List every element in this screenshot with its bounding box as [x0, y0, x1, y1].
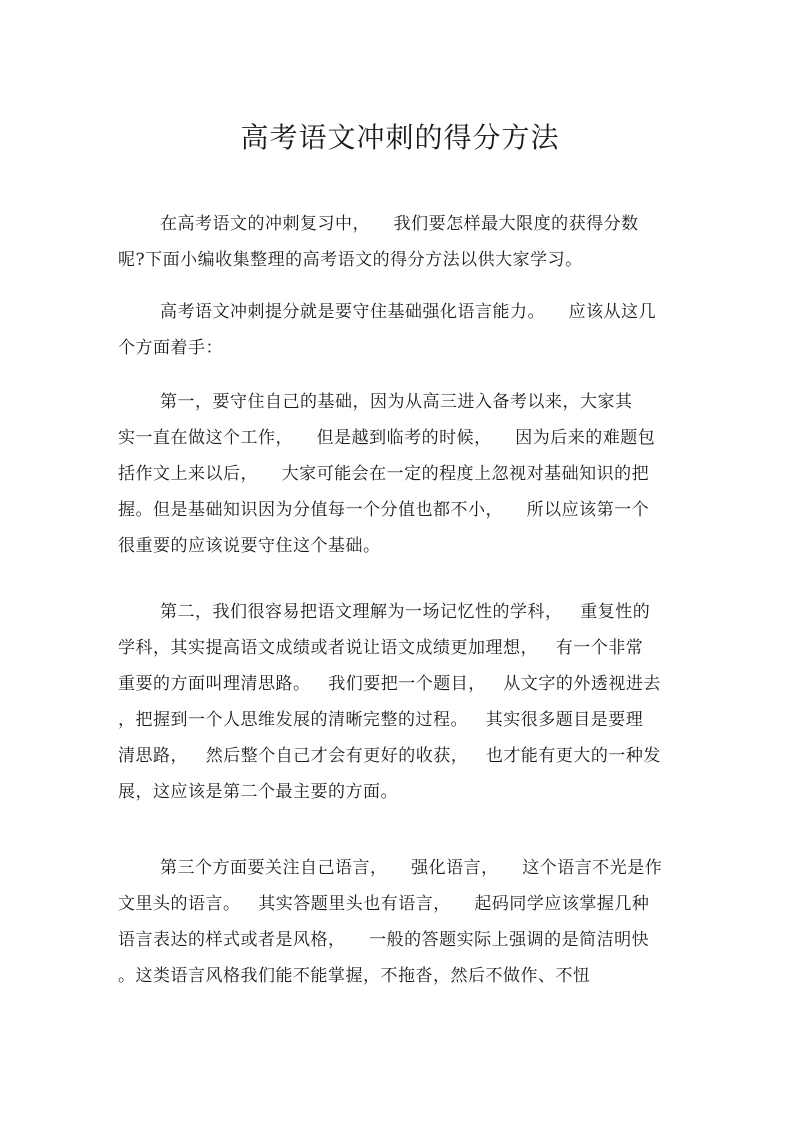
paragraph-second-point — [118, 594, 678, 810]
paragraph-line: 握。但是基础知识因为分值每一个分值也都不小， 所以应该第一个 — [118, 500, 650, 520]
paragraph-line: 很重要的应该说要守住这个基础。 — [118, 536, 381, 556]
paragraph-line: 。这类语言风格我们能不能掌握，不拖沓，然后不做作、不忸 — [118, 966, 591, 986]
paragraph-third-point — [118, 850, 678, 994]
paragraph-line: 实一直在做这个工作， 但是越到临考的时候， 因为后来的难题包 — [118, 428, 656, 448]
paragraph-first-point — [118, 384, 678, 564]
paragraph-overview — [118, 294, 678, 366]
paragraph-line: 第二，我们很容易把语文理解为一场记忆性的学科， 重复性的 — [160, 602, 651, 622]
document-title: 高考语文冲刺的得分方法 — [240, 121, 560, 154]
paragraph-line: 展，这应该是第二个最主要的方面。 — [118, 782, 398, 802]
paragraph-line: 文里头的语言。 其实答题里头也有语言， 起码同学应该掌握几种 — [118, 894, 650, 914]
paragraph-line: 括作文上来以后， 大家可能会在一定的程度上忽视对基础知识的把 — [118, 464, 650, 484]
paragraph-line: 第一，要守住自己的基础，因为从高三进入备考以来，大家其 — [160, 392, 633, 412]
paragraph-intro — [118, 206, 678, 278]
paragraph-line: 在高考语文的冲刺复习中， 我们要怎样最大限度的获得分数 — [160, 214, 639, 234]
paragraph-line: 清思路， 然后整个自己才会有更好的收获， 也才能有更大的一种发 — [118, 746, 661, 766]
paragraph-line: 高考语文冲刺提分就是要守住基础强化语言能力。 应该从这几 — [160, 302, 657, 322]
paragraph-line: 呢?下面小编收集整理的高考语文的得分方法以供大家学习。 — [118, 250, 583, 270]
paragraph-line: 语言表达的样式或者是风格， 一般的答题实际上强调的是简洁明快 — [118, 930, 650, 950]
paragraph-line: 学科，其实提高语文成绩或者说让语文成绩更加理想， 有一个非常 — [118, 638, 644, 658]
paragraph-line: 重要的方面叫理清思路。 我们要把一个题目， 从文字的外透视进去 — [118, 674, 661, 694]
paragraph-line: ，把握到一个人思维发展的清晰完整的过程。 其实很多题目是要理 — [118, 710, 644, 730]
paragraph-line: 第三个方面要关注自己语言， 强化语言， 这个语言不光是作 — [160, 858, 663, 878]
paragraph-line: 个方面着手： — [118, 338, 223, 358]
